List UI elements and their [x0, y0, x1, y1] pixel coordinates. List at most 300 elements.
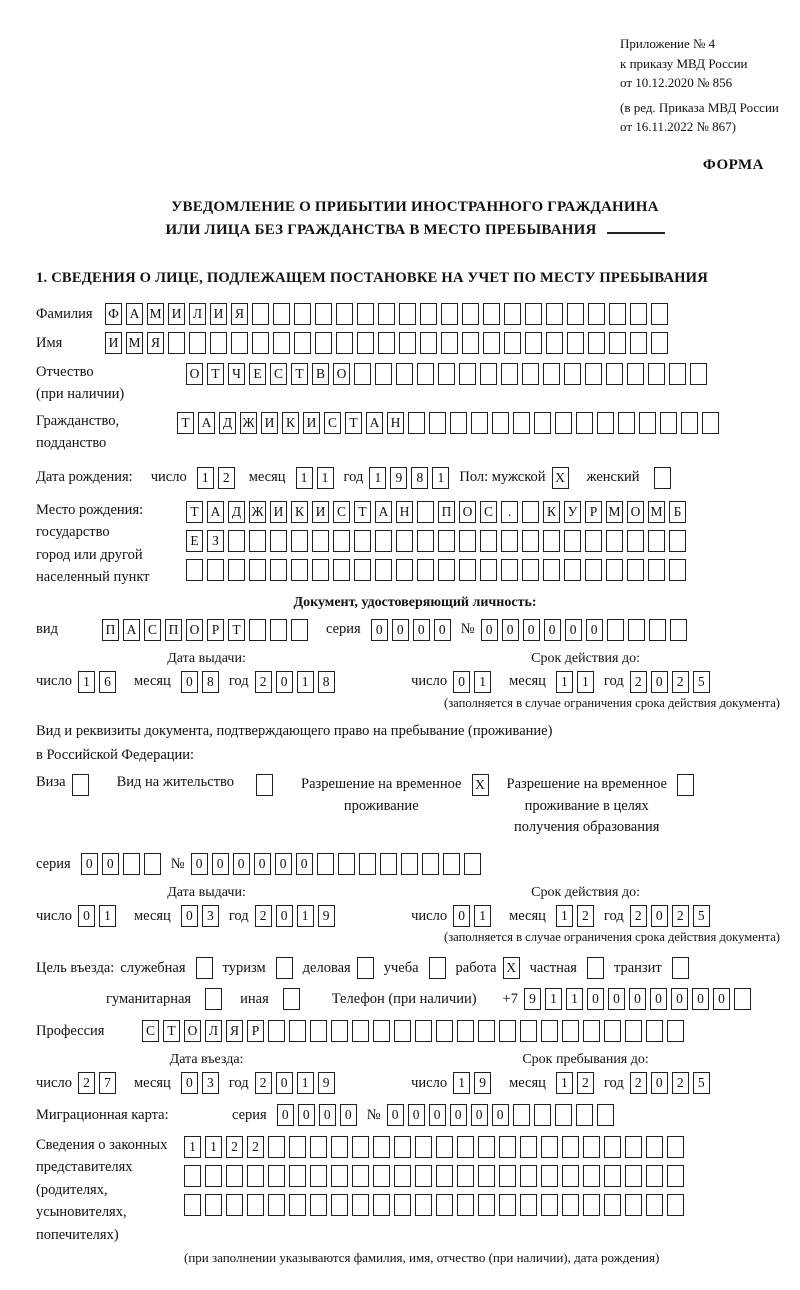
- cell-box[interactable]: [597, 1104, 614, 1126]
- cell-box[interactable]: С: [324, 412, 341, 434]
- cell-box[interactable]: В: [312, 363, 329, 385]
- cell-box[interactable]: 0: [181, 1072, 198, 1094]
- cell-box[interactable]: [564, 559, 581, 581]
- cell-box[interactable]: [422, 853, 439, 875]
- purpose-official-checkbox[interactable]: [196, 957, 217, 979]
- cell-box[interactable]: 0: [413, 619, 430, 641]
- cell-box[interactable]: [394, 1194, 411, 1216]
- cell-box[interactable]: К: [543, 501, 560, 523]
- cell-box[interactable]: [375, 363, 392, 385]
- cell-box[interactable]: [576, 1104, 593, 1126]
- cell-box[interactable]: [583, 1020, 600, 1042]
- cell-box[interactable]: [499, 1136, 516, 1158]
- cell-box[interactable]: [478, 1165, 495, 1187]
- cell-box[interactable]: [354, 363, 371, 385]
- cell-box[interactable]: 2: [672, 905, 689, 927]
- cell-box[interactable]: 0: [453, 905, 470, 927]
- cell-box[interactable]: X: [552, 467, 569, 489]
- cell-box[interactable]: [649, 619, 666, 641]
- cell-box[interactable]: [399, 303, 416, 325]
- cell-box[interactable]: [226, 1194, 243, 1216]
- cell-box[interactable]: К: [291, 501, 308, 523]
- cell-box[interactable]: [462, 303, 479, 325]
- cell-box[interactable]: [289, 1194, 306, 1216]
- cell-box[interactable]: А: [366, 412, 383, 434]
- cell-box[interactable]: И: [312, 501, 329, 523]
- cell-box[interactable]: 1: [369, 467, 386, 489]
- cell-box[interactable]: 0: [471, 1104, 488, 1126]
- cell-box[interactable]: [562, 1194, 579, 1216]
- stay-year-field[interactable]: [630, 1072, 714, 1094]
- cell-box[interactable]: Ж: [249, 501, 266, 523]
- cell-box[interactable]: 9: [318, 1072, 335, 1094]
- cell-box[interactable]: [690, 363, 707, 385]
- cell-box[interactable]: [583, 1165, 600, 1187]
- cell-box[interactable]: [618, 412, 635, 434]
- res-valid-year-field[interactable]: [630, 905, 714, 927]
- cell-box[interactable]: С: [142, 1020, 159, 1042]
- cell-box[interactable]: [228, 530, 245, 552]
- cell-box[interactable]: 0: [544, 619, 561, 641]
- cell-box[interactable]: 6: [99, 671, 116, 693]
- cell-box[interactable]: Т: [177, 412, 194, 434]
- cell-box[interactable]: [186, 559, 203, 581]
- cell-box[interactable]: 0: [629, 988, 646, 1010]
- cell-box[interactable]: [438, 559, 455, 581]
- cell-box[interactable]: X: [472, 774, 489, 796]
- cell-box[interactable]: [501, 363, 518, 385]
- cell-box[interactable]: [270, 619, 287, 641]
- cell-box[interactable]: И: [105, 332, 122, 354]
- cell-box[interactable]: П: [102, 619, 119, 641]
- cell-box[interactable]: [373, 1136, 390, 1158]
- cell-box[interactable]: [429, 957, 446, 979]
- cell-box[interactable]: Н: [396, 501, 413, 523]
- cell-box[interactable]: [352, 1194, 369, 1216]
- cell-box[interactable]: 0: [671, 988, 688, 1010]
- cell-box[interactable]: [249, 619, 266, 641]
- cell-box[interactable]: [648, 363, 665, 385]
- cell-box[interactable]: [189, 332, 206, 354]
- cell-box[interactable]: [394, 1165, 411, 1187]
- phone-field[interactable]: [524, 988, 755, 1010]
- cell-box[interactable]: У: [564, 501, 581, 523]
- cell-box[interactable]: [247, 1165, 264, 1187]
- cell-box[interactable]: [357, 957, 374, 979]
- cell-box[interactable]: 0: [651, 1072, 668, 1094]
- cell-box[interactable]: 5: [693, 671, 710, 693]
- cell-box[interactable]: Т: [345, 412, 362, 434]
- cell-box[interactable]: [677, 774, 694, 796]
- cell-box[interactable]: [522, 530, 539, 552]
- cell-box[interactable]: [415, 1194, 432, 1216]
- cell-box[interactable]: [513, 412, 530, 434]
- cell-box[interactable]: [429, 412, 446, 434]
- cell-box[interactable]: О: [186, 363, 203, 385]
- cell-box[interactable]: 0: [651, 671, 668, 693]
- cell-box[interactable]: О: [184, 1020, 201, 1042]
- cell-box[interactable]: [522, 363, 539, 385]
- purpose-transit-checkbox[interactable]: [672, 957, 693, 979]
- cell-box[interactable]: 1: [545, 988, 562, 1010]
- cell-box[interactable]: 1: [474, 671, 491, 693]
- temp-residence-checkbox[interactable]: [472, 774, 493, 796]
- cell-box[interactable]: [289, 1020, 306, 1042]
- cell-box[interactable]: [357, 303, 374, 325]
- cell-box[interactable]: X: [503, 957, 520, 979]
- cell-box[interactable]: [415, 1165, 432, 1187]
- cell-box[interactable]: 0: [102, 853, 119, 875]
- cell-box[interactable]: С: [270, 363, 287, 385]
- cell-box[interactable]: [648, 559, 665, 581]
- birth-day-field[interactable]: [197, 467, 239, 489]
- cell-box[interactable]: [534, 412, 551, 434]
- cell-box[interactable]: [459, 559, 476, 581]
- cell-box[interactable]: [252, 303, 269, 325]
- cell-box[interactable]: [276, 957, 293, 979]
- cell-box[interactable]: [378, 332, 395, 354]
- doc-issue-day-field[interactable]: [78, 671, 120, 693]
- cell-box[interactable]: 1: [297, 671, 314, 693]
- cell-box[interactable]: К: [282, 412, 299, 434]
- cell-box[interactable]: 0: [276, 905, 293, 927]
- entry-year-field[interactable]: [255, 1072, 339, 1094]
- cell-box[interactable]: [294, 303, 311, 325]
- cell-box[interactable]: [184, 1194, 201, 1216]
- cell-box[interactable]: О: [459, 501, 476, 523]
- cell-box[interactable]: 0: [254, 853, 271, 875]
- cell-box[interactable]: 0: [233, 853, 250, 875]
- cell-box[interactable]: 3: [202, 905, 219, 927]
- cell-box[interactable]: [660, 412, 677, 434]
- cell-box[interactable]: 0: [608, 988, 625, 1010]
- cell-box[interactable]: 1: [205, 1136, 222, 1158]
- cell-box[interactable]: [564, 363, 581, 385]
- cell-box[interactable]: 0: [181, 671, 198, 693]
- purpose-other-checkbox[interactable]: [283, 988, 304, 1010]
- cell-box[interactable]: [315, 303, 332, 325]
- cell-box[interactable]: 0: [523, 619, 540, 641]
- cell-box[interactable]: [123, 853, 140, 875]
- cell-box[interactable]: 1: [197, 467, 214, 489]
- cell-box[interactable]: [483, 332, 500, 354]
- cell-box[interactable]: 1: [453, 1072, 470, 1094]
- cell-box[interactable]: 1: [556, 1072, 573, 1094]
- cell-box[interactable]: 0: [453, 671, 470, 693]
- cell-box[interactable]: [604, 1194, 621, 1216]
- cell-box[interactable]: 2: [255, 905, 272, 927]
- cell-box[interactable]: Т: [354, 501, 371, 523]
- cell-box[interactable]: 0: [692, 988, 709, 1010]
- entry-day-field[interactable]: [78, 1072, 120, 1094]
- cell-box[interactable]: О: [186, 619, 203, 641]
- cell-box[interactable]: 0: [492, 1104, 509, 1126]
- cell-box[interactable]: [457, 1194, 474, 1216]
- cell-box[interactable]: 0: [392, 619, 409, 641]
- cell-box[interactable]: [331, 1136, 348, 1158]
- cell-box[interactable]: 0: [81, 853, 98, 875]
- cell-box[interactable]: [268, 1020, 285, 1042]
- cell-box[interactable]: [396, 363, 413, 385]
- cell-box[interactable]: 0: [181, 905, 198, 927]
- cell-box[interactable]: О: [333, 363, 350, 385]
- cell-box[interactable]: 2: [630, 905, 647, 927]
- cell-box[interactable]: [681, 412, 698, 434]
- cell-box[interactable]: [585, 363, 602, 385]
- cell-box[interactable]: 1: [297, 905, 314, 927]
- cell-box[interactable]: [627, 363, 644, 385]
- cell-box[interactable]: 2: [577, 1072, 594, 1094]
- cell-box[interactable]: Р: [207, 619, 224, 641]
- cell-box[interactable]: Т: [207, 363, 224, 385]
- cell-box[interactable]: 0: [565, 619, 582, 641]
- cell-box[interactable]: [396, 559, 413, 581]
- cell-box[interactable]: [273, 332, 290, 354]
- birth-month-field[interactable]: [296, 467, 338, 489]
- cell-box[interactable]: [354, 530, 371, 552]
- cell-box[interactable]: [525, 332, 542, 354]
- doc-type-field[interactable]: [102, 619, 312, 641]
- cell-box[interactable]: [646, 1165, 663, 1187]
- cell-box[interactable]: [520, 1020, 537, 1042]
- cell-box[interactable]: [625, 1136, 642, 1158]
- cell-box[interactable]: [457, 1165, 474, 1187]
- cell-box[interactable]: [546, 303, 563, 325]
- cell-box[interactable]: [268, 1165, 285, 1187]
- cell-box[interactable]: [144, 853, 161, 875]
- cell-box[interactable]: [471, 412, 488, 434]
- cell-box[interactable]: 8: [202, 671, 219, 693]
- cell-box[interactable]: П: [438, 501, 455, 523]
- cell-box[interactable]: [501, 530, 518, 552]
- migcard-series-field[interactable]: [277, 1104, 361, 1126]
- cell-box[interactable]: [249, 530, 266, 552]
- cell-box[interactable]: [333, 530, 350, 552]
- cell-box[interactable]: [525, 303, 542, 325]
- cell-box[interactable]: [483, 303, 500, 325]
- cell-box[interactable]: 1: [78, 671, 95, 693]
- cell-box[interactable]: [492, 412, 509, 434]
- doc-valid-month-field[interactable]: [556, 671, 598, 693]
- cell-box[interactable]: 9: [474, 1072, 491, 1094]
- cell-box[interactable]: [562, 1020, 579, 1042]
- cell-box[interactable]: [607, 619, 624, 641]
- cell-box[interactable]: [207, 559, 224, 581]
- cell-box[interactable]: 9: [318, 905, 335, 927]
- cell-box[interactable]: [585, 530, 602, 552]
- cell-box[interactable]: [504, 303, 521, 325]
- cell-box[interactable]: [625, 1020, 642, 1042]
- cell-box[interactable]: [478, 1020, 495, 1042]
- cell-box[interactable]: [604, 1136, 621, 1158]
- birthplace-row3-field[interactable]: [186, 559, 690, 581]
- cell-box[interactable]: 1: [566, 988, 583, 1010]
- cell-box[interactable]: [667, 1020, 684, 1042]
- cell-box[interactable]: [450, 412, 467, 434]
- cell-box[interactable]: А: [198, 412, 215, 434]
- cell-box[interactable]: [380, 853, 397, 875]
- cell-box[interactable]: [375, 530, 392, 552]
- cell-box[interactable]: [394, 1020, 411, 1042]
- cell-box[interactable]: [588, 303, 605, 325]
- cell-box[interactable]: [478, 1194, 495, 1216]
- cell-box[interactable]: [205, 988, 222, 1010]
- cell-box[interactable]: А: [375, 501, 392, 523]
- cell-box[interactable]: [256, 774, 273, 796]
- temp-residence-edu-checkbox[interactable]: [677, 774, 698, 796]
- cell-box[interactable]: [564, 530, 581, 552]
- cell-box[interactable]: [627, 530, 644, 552]
- cell-box[interactable]: 0: [387, 1104, 404, 1126]
- cell-box[interactable]: 1: [556, 905, 573, 927]
- cell-box[interactable]: 2: [630, 671, 647, 693]
- cell-box[interactable]: [457, 1136, 474, 1158]
- cell-box[interactable]: [436, 1020, 453, 1042]
- cell-box[interactable]: [415, 1136, 432, 1158]
- cell-box[interactable]: [520, 1136, 537, 1158]
- cell-box[interactable]: П: [165, 619, 182, 641]
- entry-month-field[interactable]: [181, 1072, 223, 1094]
- cell-box[interactable]: [352, 1136, 369, 1158]
- cell-box[interactable]: Я: [147, 332, 164, 354]
- cell-box[interactable]: [289, 1165, 306, 1187]
- cell-box[interactable]: [417, 559, 434, 581]
- cell-box[interactable]: .: [501, 501, 518, 523]
- sex-female-checkbox[interactable]: [654, 467, 675, 489]
- cell-box[interactable]: [441, 303, 458, 325]
- cell-box[interactable]: [630, 303, 647, 325]
- cell-box[interactable]: [270, 530, 287, 552]
- cell-box[interactable]: 0: [276, 671, 293, 693]
- cell-box[interactable]: [630, 332, 647, 354]
- cell-box[interactable]: [669, 530, 686, 552]
- cell-box[interactable]: [734, 988, 751, 1010]
- cell-box[interactable]: [480, 559, 497, 581]
- cell-box[interactable]: И: [261, 412, 278, 434]
- cell-box[interactable]: [480, 530, 497, 552]
- cell-box[interactable]: [606, 363, 623, 385]
- cell-box[interactable]: [417, 501, 434, 523]
- cell-box[interactable]: [457, 1020, 474, 1042]
- cell-box[interactable]: [312, 559, 329, 581]
- res-number-field[interactable]: [191, 853, 485, 875]
- cell-box[interactable]: [648, 530, 665, 552]
- cell-box[interactable]: [520, 1194, 537, 1216]
- cell-box[interactable]: 5: [693, 905, 710, 927]
- cell-box[interactable]: М: [147, 303, 164, 325]
- cell-box[interactable]: Е: [249, 363, 266, 385]
- cell-box[interactable]: [291, 530, 308, 552]
- cell-box[interactable]: [667, 1194, 684, 1216]
- cell-box[interactable]: [291, 559, 308, 581]
- cell-box[interactable]: 0: [408, 1104, 425, 1126]
- cell-box[interactable]: [459, 363, 476, 385]
- cell-box[interactable]: [646, 1020, 663, 1042]
- cell-box[interactable]: 1: [577, 671, 594, 693]
- cell-box[interactable]: [501, 559, 518, 581]
- birth-year-field[interactable]: [369, 467, 453, 489]
- cell-box[interactable]: [420, 332, 437, 354]
- cell-box[interactable]: 2: [630, 1072, 647, 1094]
- cell-box[interactable]: [312, 530, 329, 552]
- cell-box[interactable]: [205, 1194, 222, 1216]
- cell-box[interactable]: [562, 1165, 579, 1187]
- cell-box[interactable]: 0: [586, 619, 603, 641]
- cell-box[interactable]: 2: [218, 467, 235, 489]
- cell-box[interactable]: 9: [524, 988, 541, 1010]
- doc-series-field[interactable]: [371, 619, 455, 641]
- res-issue-month-field[interactable]: [181, 905, 223, 927]
- cell-box[interactable]: 0: [78, 905, 95, 927]
- cell-box[interactable]: [196, 957, 213, 979]
- cell-box[interactable]: [420, 303, 437, 325]
- cell-box[interactable]: 1: [556, 671, 573, 693]
- cell-box[interactable]: [606, 530, 623, 552]
- cell-box[interactable]: [478, 1136, 495, 1158]
- cell-box[interactable]: [408, 412, 425, 434]
- cell-box[interactable]: [541, 1020, 558, 1042]
- cell-box[interactable]: 0: [587, 988, 604, 1010]
- cell-box[interactable]: [543, 559, 560, 581]
- cell-box[interactable]: [443, 853, 460, 875]
- cell-box[interactable]: [252, 332, 269, 354]
- residence-permit-checkbox[interactable]: [256, 774, 277, 796]
- cell-box[interactable]: [394, 1136, 411, 1158]
- cell-box[interactable]: [268, 1136, 285, 1158]
- birthplace-row2-field[interactable]: [186, 530, 690, 552]
- cell-box[interactable]: [168, 332, 185, 354]
- cell-box[interactable]: Е: [186, 530, 203, 552]
- cell-box[interactable]: 8: [318, 671, 335, 693]
- cell-box[interactable]: О: [627, 501, 644, 523]
- cell-box[interactable]: [352, 1165, 369, 1187]
- cell-box[interactable]: Д: [219, 412, 236, 434]
- cell-box[interactable]: [609, 303, 626, 325]
- cell-box[interactable]: [228, 559, 245, 581]
- cell-box[interactable]: 2: [577, 905, 594, 927]
- cell-box[interactable]: [184, 1165, 201, 1187]
- legal-row3-field[interactable]: [184, 1194, 688, 1216]
- cell-box[interactable]: [462, 332, 479, 354]
- cell-box[interactable]: [562, 1136, 579, 1158]
- cell-box[interactable]: И: [168, 303, 185, 325]
- cell-box[interactable]: [541, 1165, 558, 1187]
- migcard-number-field[interactable]: [387, 1104, 618, 1126]
- cell-box[interactable]: [499, 1020, 516, 1042]
- name-field[interactable]: [105, 332, 672, 354]
- cell-box[interactable]: [436, 1194, 453, 1216]
- cell-box[interactable]: 0: [298, 1104, 315, 1126]
- cell-box[interactable]: [331, 1020, 348, 1042]
- citizenship-field[interactable]: [177, 412, 723, 434]
- cell-box[interactable]: [499, 1165, 516, 1187]
- cell-box[interactable]: [205, 1165, 222, 1187]
- cell-box[interactable]: [436, 1136, 453, 1158]
- cell-box[interactable]: Т: [228, 619, 245, 641]
- cell-box[interactable]: [702, 412, 719, 434]
- res-issue-year-field[interactable]: [255, 905, 339, 927]
- cell-box[interactable]: [672, 957, 689, 979]
- cell-box[interactable]: [567, 332, 584, 354]
- cell-box[interactable]: [543, 363, 560, 385]
- cell-box[interactable]: 0: [296, 853, 313, 875]
- cell-box[interactable]: И: [210, 303, 227, 325]
- cell-box[interactable]: Л: [189, 303, 206, 325]
- cell-box[interactable]: [417, 363, 434, 385]
- cell-box[interactable]: 1: [99, 905, 116, 927]
- cell-box[interactable]: [373, 1194, 390, 1216]
- cell-box[interactable]: [522, 501, 539, 523]
